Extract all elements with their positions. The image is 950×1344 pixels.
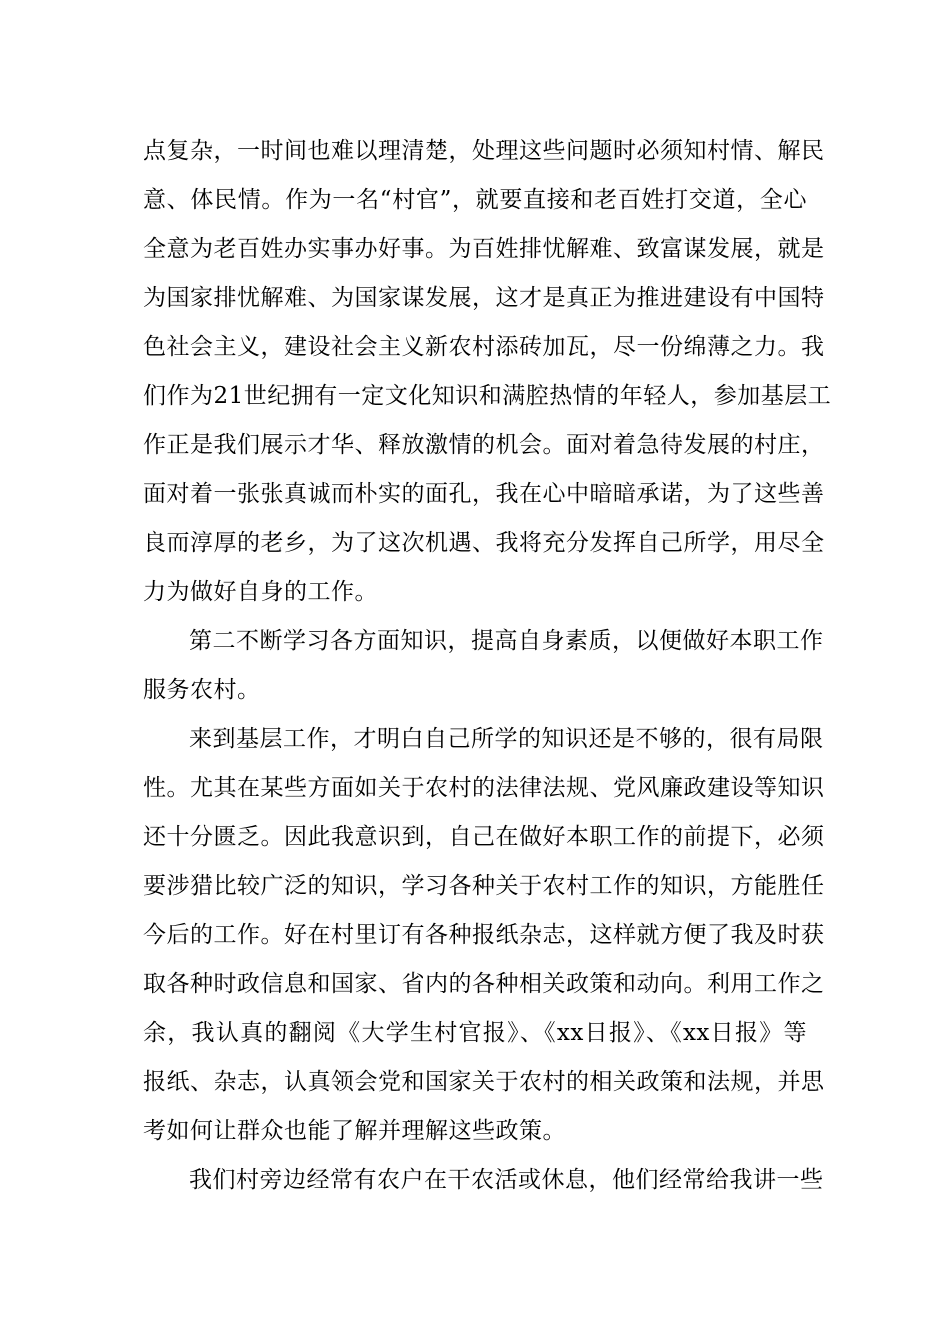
text-line: 第二不断学习各方面知识，提高自身素质，以便做好本职工作: [189, 628, 824, 654]
text-line: 良而淳厚的老乡，为了这次机遇、我将充分发挥自己所学，用尽全: [143, 530, 825, 556]
text-line: 意、体民情。作为一名“村官”，就要直接和老百姓打交道，全心: [143, 187, 807, 213]
text-line: 点复杂，一时间也难以理清楚，处理这些问题时必须知村情、解民: [143, 138, 825, 164]
text-line: 性。尤其在某些方面如关于农村的法律法规、党风廉政建设等知识: [143, 775, 825, 801]
text-line: 全意为老百姓办实事办好事。为百姓排忧解难、致富谋发展，就是: [143, 236, 825, 262]
text-line: 余，我认真的翻阅《大学生村官报》、《xx日报》、《xx日报》等: [143, 1020, 807, 1046]
text-line: 报纸、杂志，认真领会党和国家关于农村的相关政策和法规，并思: [143, 1069, 825, 1095]
text-line: 力为做好自身的工作。: [143, 579, 378, 605]
text-line: 要涉猎比较广泛的知识，学习各种关于农村工作的知识，方能胜任: [143, 873, 825, 899]
text-line: 考如何让群众也能了解并理解这些政策。: [143, 1118, 566, 1144]
text-line: 取各种时政信息和国家、省内的各种相关政策和动向。利用工作之: [143, 971, 825, 997]
text-line: 还十分匮乏。因此我意识到，自己在做好本职工作的前提下，必须: [143, 824, 825, 850]
text-line: 们作为21世纪拥有一定文化知识和满腔热情的年轻人，参加基层工: [143, 383, 832, 409]
text-line: 今后的工作。好在村里订有各种报纸杂志，这样就方便了我及时获: [143, 922, 825, 948]
document-body: [143, 127, 832, 1205]
text-line: 作正是我们展示才华、释放激情的机会。面对着急待发展的村庄，: [143, 432, 825, 458]
text-line: 面对着一张张真诚而朴实的面孔，我在心中暗暗承诺，为了这些善: [143, 481, 825, 507]
text-line: 来到基层工作，才明白自己所学的知识还是不够的，很有局限: [189, 726, 824, 752]
text-line: 色社会主义，建设社会主义新农村添砖加瓦，尽一份绵薄之力。我: [143, 334, 825, 360]
text-line: 我们村旁边经常有农户在干农活或休息，他们经常给我讲一些: [189, 1167, 824, 1193]
text-line: 服务农村。: [143, 677, 261, 703]
text-line: 为国家排忧解难、为国家谋发展，这才是真正为推进建设有中国特: [143, 285, 825, 311]
